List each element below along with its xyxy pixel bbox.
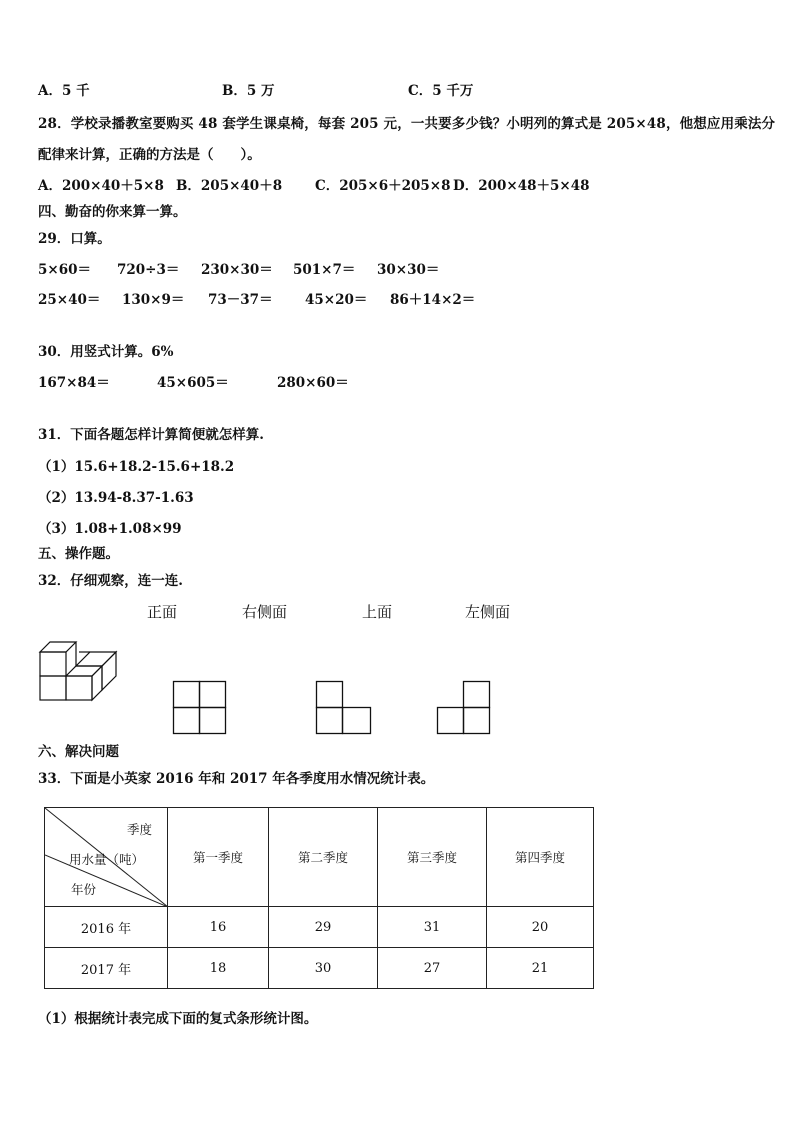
q30-item-3: 280×60＝ xyxy=(277,375,349,391)
q29-r1-4: 501×7＝ xyxy=(293,262,356,278)
q33-sub1: （1）根据统计表完成下面的复式条形统计图。 xyxy=(38,1011,318,1027)
q33-title: 33．下面是小英家 2016 年和 2017 年各季度用水情况统计表。 xyxy=(38,771,435,787)
q29-r2-1: 25×40＝ xyxy=(38,292,101,308)
corner-header-cell xyxy=(45,808,168,907)
q29-title: 29．口算。 xyxy=(38,231,111,247)
corner-label-quarter: 季度 xyxy=(127,822,153,837)
q29-r2-2: 130×9＝ xyxy=(122,292,185,308)
view-label-left: 左侧面 xyxy=(465,603,511,621)
table-row xyxy=(45,907,594,948)
q31-item-1: （1）15.6+18.2-15.6+18.2 xyxy=(38,459,235,475)
q28-option-b: B．205×40＋8 xyxy=(176,178,283,194)
q30-item-1: 167×84＝ xyxy=(38,375,110,391)
cell-2017-q2: 30 xyxy=(269,948,378,989)
section-5-heading: 五、操作题。 xyxy=(38,546,119,562)
header-q3: 第三季度 xyxy=(378,808,487,907)
cell-2017-q4: 21 xyxy=(487,948,594,989)
cell-2017-q1: 18 xyxy=(168,948,269,989)
q27-option-a: A．5 千 xyxy=(38,83,90,99)
q28-option-a: A．200×40＋5×8 xyxy=(38,178,164,194)
table-row xyxy=(45,948,594,989)
q30-item-2: 45×605＝ xyxy=(157,375,229,391)
cell-2017-q3: 27 xyxy=(378,948,487,989)
q31-item-3: （3）1.08+1.08×99 xyxy=(38,521,182,537)
table-header-row xyxy=(45,808,594,907)
row-year-2016: 2016 年 xyxy=(45,907,168,948)
view-label-top: 上面 xyxy=(362,603,393,621)
cell-2016-q4: 20 xyxy=(487,907,594,948)
header-q4: 第四季度 xyxy=(487,808,594,907)
view-option-3 xyxy=(436,680,492,736)
cell-2016-q2: 29 xyxy=(269,907,378,948)
row-year-2017: 2017 年 xyxy=(45,948,168,989)
q29-r1-2: 720÷3＝ xyxy=(117,262,180,278)
q31-item-2: （2）13.94-8.37-1.63 xyxy=(38,490,194,506)
q28-stem-line2: 配律来计算，正确的方法是（ ）。 xyxy=(38,147,261,163)
q32-title: 32．仔细观察，连一连. xyxy=(38,573,183,589)
q31-title: 31．下面各题怎样计算简便就怎样算. xyxy=(38,427,264,443)
water-usage-table xyxy=(44,807,594,989)
view-option-2 xyxy=(315,680,373,736)
cell-2016-q1: 16 xyxy=(168,907,269,948)
header-q2: 第二季度 xyxy=(269,808,378,907)
q28-stem-line1: 28．学校录播教室要购买 48 套学生课桌椅，每套 205 元，一共要多少钱？小明列的算式是 205×48，他想应用乘法分 xyxy=(38,116,776,132)
cube-stack-figure xyxy=(38,636,120,702)
q27-option-b: B．5 万 xyxy=(222,83,275,99)
section-4-heading: 四、勤奋的你来算一算。 xyxy=(38,204,187,220)
corner-label-year: 年份 xyxy=(71,882,97,897)
q29-r2-5: 86＋14×2＝ xyxy=(390,292,476,308)
q29-r2-4: 45×20＝ xyxy=(305,292,368,308)
q27-option-c: C．5 千万 xyxy=(408,83,474,99)
section-6-heading: 六、解决问题 xyxy=(38,744,119,760)
q29-r1-5: 30×30＝ xyxy=(377,262,440,278)
view-label-front: 正面 xyxy=(147,603,178,621)
q29-r1-3: 230×30＝ xyxy=(201,262,273,278)
cell-2016-q3: 31 xyxy=(378,907,487,948)
q29-r1-1: 5×60＝ xyxy=(38,262,91,278)
q28-option-d: D．200×48＋5×48 xyxy=(453,178,590,194)
header-q1: 第一季度 xyxy=(168,808,269,907)
view-option-1 xyxy=(172,680,228,736)
q28-option-c: C．205×6＋205×8 xyxy=(315,178,451,194)
view-label-right: 右侧面 xyxy=(242,603,288,621)
q29-r2-3: 73－37＝ xyxy=(208,292,273,308)
corner-label-usage: 用水量（吨） xyxy=(69,852,145,867)
q30-title: 30．用竖式计算。6% xyxy=(38,344,174,360)
